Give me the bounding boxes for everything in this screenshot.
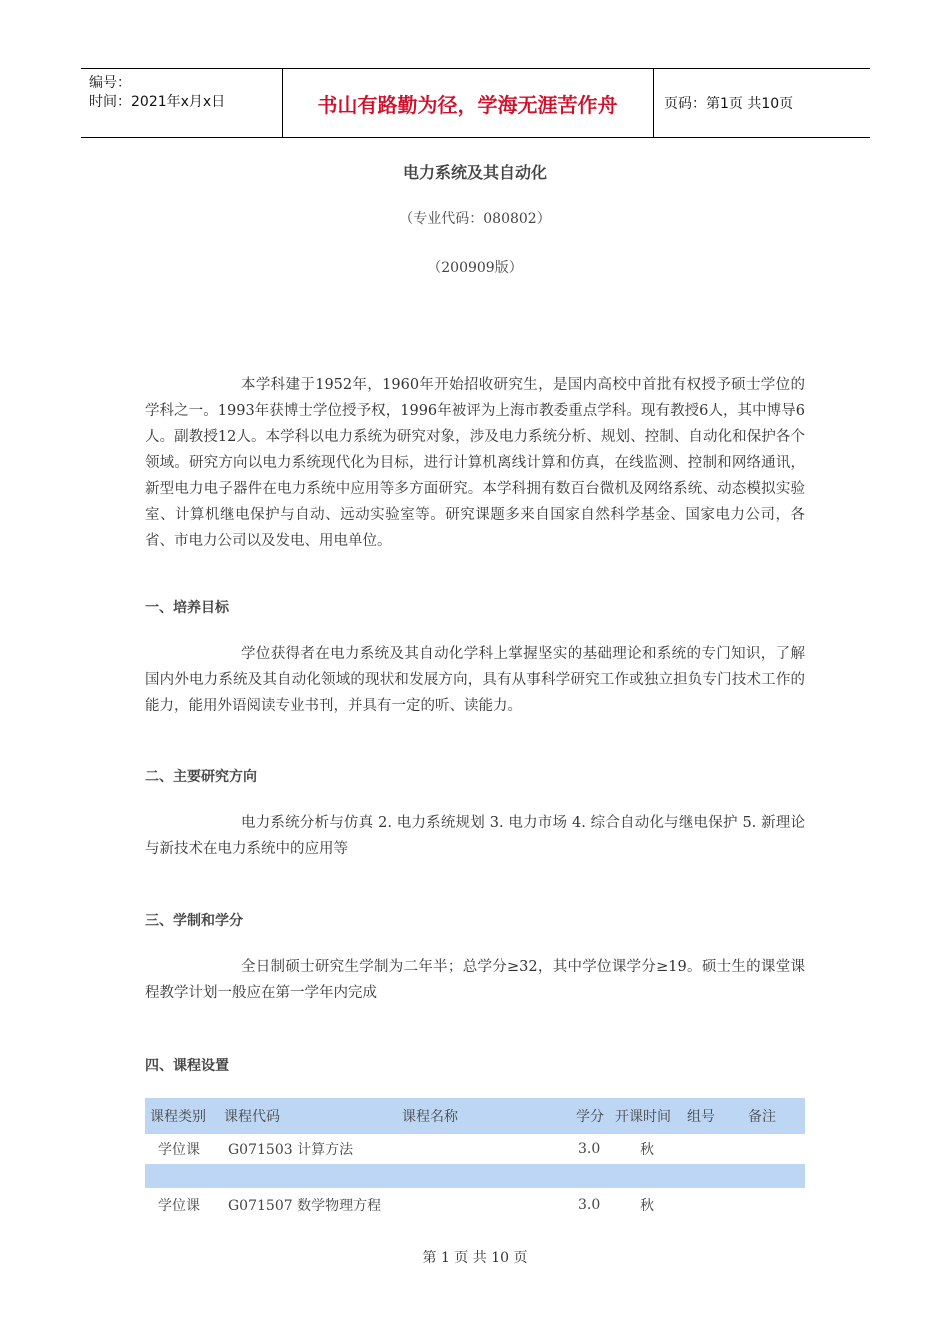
table-header-row [145,1098,805,1134]
section-heading-credits: 三、学制和学分 [145,913,243,929]
course-credit: 3.0 [578,1141,601,1157]
intro-paragraph: 本学科建于1952年，1960年开始招收研究生，是国内高校中首批有权授予硕士学位的学科之一。1993年获博士学位授予权，1996年被评为上海市教委重点学科。现有教授6人，其中博导6人。副教授12人。本学科以电力系统为研究对象，涉及电力系统分析、规划、控制、自动化和保护各个领域。研究方向以电力系统现代化为目标，进行计算机离线计算和仿真，在线监测、控制和网络通讯，新型电力电子器件在电力系统中应用等多方面研究。本学科拥有数百台微机及网络系统、动态模拟实验室、计算机继电保护与自动、远动实验室等。研究课题多来自国家自然科学基金、国家电力公司，各省、市电力公司以及发电、用电单位。 [145,377,805,549]
table-header-cell: 组号 [687,1109,715,1125]
course-type: 学位课 [158,1142,200,1158]
course-type: 学位课 [158,1198,200,1214]
section-heading-research: 二、主要研究方向 [145,769,257,785]
table-separator-row [145,1164,805,1188]
header-page-info: 页码：第1页 共10页 [664,96,794,112]
header-meta-cell [81,69,283,137]
table-header-cell: 备注 [748,1109,776,1125]
course-code-name: G071503 计算方法 [228,1142,354,1158]
table-header-cell: 课程名称 [402,1109,458,1125]
section-body-goals: 学位获得者在电力系统及其自动化学科上掌握坚实的基础理论和系统的专门知识，了解国内外电力系统及其自动化领域的现状和发展方向，具有从事科学研究工作或独立担负专门技术工作的能力，能用外语阅读专业书刊，并具有一定的听、读能力。 [145,646,805,714]
table-row [145,1190,805,1220]
table-row [145,1134,805,1164]
table-header-cell: 课程类别 [150,1109,206,1125]
course-term: 秋 [640,1198,654,1214]
course-credit: 3.0 [578,1197,601,1213]
course-term: 秋 [640,1142,654,1158]
document-header [81,68,870,138]
header-number-label: 编号： [89,75,131,91]
page-footer: 第 1 页 共 10 页 [422,1250,528,1266]
table-header-cell: 开课时间 [615,1109,671,1125]
section-body-credits: 全日制硕士研究生学制为二年半；总学分≥32，其中学位课学分≥19。硕士生的课堂课程教学计划一般应在第一学年内完成 [145,959,805,1001]
table-header-cell: 学分 [576,1109,604,1125]
header-time-label: 时间：2021年x月x日 [89,94,226,110]
version-label: （200909版） [427,260,523,276]
section-heading-goals: 一、培养目标 [145,600,229,616]
course-code-name: G071507 数学物理方程 [228,1198,382,1214]
section-heading-courses: 四、课程设置 [145,1058,229,1074]
header-motto: 书山有路勤为径，学海无涯苦作舟 [282,69,654,137]
table-header-cell: 课程代码 [224,1109,280,1125]
section-body-research: 电力系统分析与仿真 2. 电力系统规划 3. 电力市场 4. 综合自动化与继电保护 5. 新理论与新技术在电力系统中的应用等 [145,815,805,857]
document-title: 电力系统及其自动化 [402,163,547,182]
major-code: （专业代码：080802） [399,211,551,227]
